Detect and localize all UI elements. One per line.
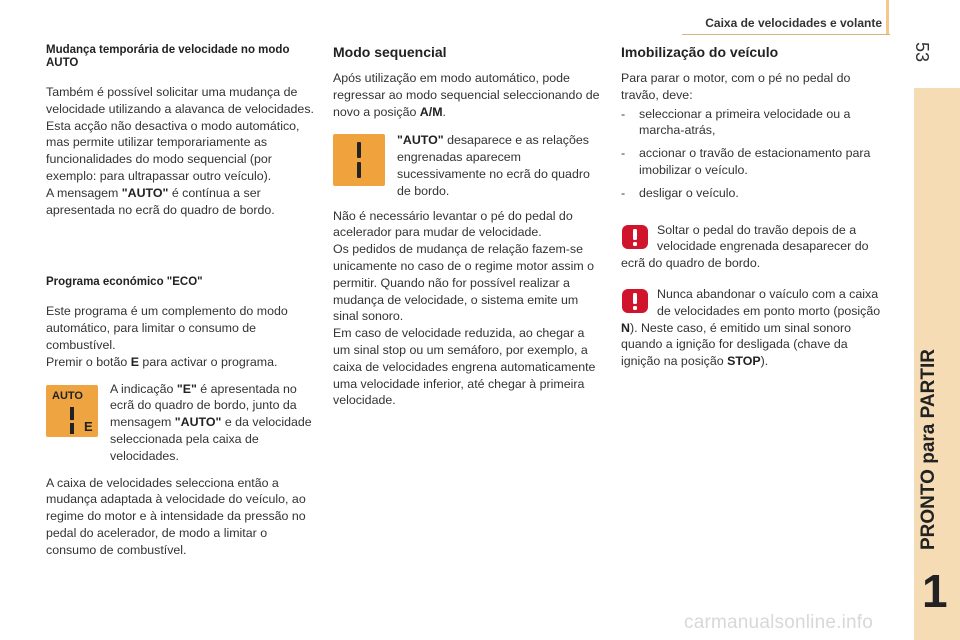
- paragraph: [110, 381, 314, 465]
- list-item-text: seleccionar a primeira velocidade ou a marcha-atrás,: [639, 106, 851, 138]
- paragraph: Também é possível solicitar uma mudança de velocidade utilizando a alavanca de velocidades.: [46, 85, 314, 116]
- auto-icon-text: AUTO: [52, 389, 83, 402]
- list-item-text: accionar o travão de estacionamento para imobilizar o veículo.: [639, 146, 871, 177]
- watermark: carmanualsonline.info: [684, 612, 874, 633]
- gear-bar-icon: [70, 423, 74, 434]
- paragraph: Em caso de velocidade reduzida, ao chegar a um sinal stop ou um semáforo, por exemplo, a caixa de velocidades engrena automaticamente uma velocidade inferior, até chegar à primeira velocidade.: [333, 326, 596, 408]
- page-number: 53: [912, 42, 932, 63]
- heading-eco-program: Programa económico "ECO": [46, 276, 203, 289]
- paragraph: Para parar o motor, com o pé no pedal do travão, deve:: [621, 71, 851, 102]
- text: e da velocidade seleccionada pela caixa de velocidades.: [110, 415, 312, 463]
- text: ). Neste caso, é emitido um sinal sonoro quando a ignição for desligada (chave da ignição na posição: [621, 320, 852, 369]
- paragraph: Soltar o pedal do travão depois de a velocidade engrenada desaparecer do ecrã do quadro de bordo.: [621, 222, 869, 271]
- warning-icon: [621, 224, 651, 250]
- auto-eco-display-icon: [46, 385, 98, 437]
- text: Premir o botão: [46, 354, 131, 369]
- sequential-display-icon: [333, 134, 385, 186]
- text: desaparece e as relações engrenadas aparecem sucessivamente no ecrã do quadro de bordo.: [397, 133, 590, 198]
- text: é apresentada no ecrã do quadro de bordo, junto da mensagem: [110, 381, 297, 430]
- eco-icon-text: E: [84, 418, 93, 434]
- paragraph: [333, 70, 601, 120]
- text: A mensagem: [46, 185, 122, 200]
- paragraph: Esta acção não desactiva o modo automático, mas permite utilizar temporariamente as funcionalidades do modo sequencial (por exemplo: para ultrapassar outro veículo).: [46, 118, 300, 183]
- paragraph: [621, 286, 889, 370]
- paragraph: [46, 185, 314, 219]
- warning-note: [621, 286, 889, 370]
- bullet-dash: -: [621, 146, 626, 161]
- list-item-text: desligar o veículo.: [639, 185, 739, 200]
- gear-bar-icon: [357, 142, 361, 158]
- bold-text: "E": [176, 381, 197, 396]
- section-title: Caixa de velocidades e volante: [705, 16, 882, 30]
- bold-text: N: [621, 320, 630, 335]
- bold-text: E: [130, 354, 139, 369]
- list-item: [621, 185, 889, 202]
- gear-bar-icon: [357, 162, 361, 178]
- heading-vehicle-immobilisation: Imobilização do veículo: [621, 44, 779, 60]
- paragraph: Não é necessário levantar o pé do pedal do acelerador para mudar de velocidade.: [333, 208, 573, 240]
- paragraph: A caixa de velocidades selecciona então a mudança adaptada à velocidade do veículo, ao regime do motor e à intensidade da pressão no pedal do acelerador, de modo a limitar o consumo de combustível.: [46, 475, 306, 557]
- column-2: [333, 44, 601, 409]
- warning-icon: [621, 288, 651, 314]
- paragraph: Os pedidos de mudança de relação fazem-se unicamente no caso de o regime motor assim o permitir. Quando não for possível realizar a mudança de velocidade, o sistema emite um sinal sonoro.: [333, 242, 595, 324]
- paragraph: [46, 354, 314, 371]
- gear-bar-icon: [70, 407, 74, 420]
- bold-text: "AUTO": [397, 133, 444, 148]
- text: para activar o programa.: [138, 354, 278, 369]
- bold-text: "AUTO": [121, 185, 169, 200]
- text: .: [442, 104, 446, 119]
- bold-text: A/M: [419, 104, 443, 119]
- bullet-dash: -: [621, 185, 626, 200]
- paragraph: Este programa é um complemento do modo automático, para limitar o consumo de combustível.: [46, 304, 288, 352]
- list-item: [621, 106, 889, 140]
- heading-sequential-mode: Modo sequencial: [333, 44, 447, 60]
- header-divider: [682, 34, 890, 35]
- list-item: [621, 145, 889, 179]
- header-accent-tick: [886, 0, 889, 34]
- column-1: [46, 44, 314, 559]
- text: é contínua a ser apresentada no ecrã do quadro de bordo.: [46, 185, 275, 217]
- paragraph: [397, 132, 601, 199]
- bold-text: "AUTO": [174, 415, 222, 430]
- column-3: [621, 44, 889, 370]
- text: Após utilização em modo automático, pode regressar ao modo sequencial seleccionando de novo a posição: [333, 71, 600, 119]
- bullet-dash: -: [621, 106, 626, 121]
- bold-text: STOP: [727, 354, 761, 369]
- chapter-number: 1: [922, 565, 948, 617]
- warning-note: [621, 222, 889, 272]
- text: A indicação: [110, 381, 177, 396]
- heading-temp-gear-change: Mudança temporária de velocidade no modo AUTO: [46, 44, 290, 69]
- text: ).: [760, 354, 769, 369]
- text: Nunca abandonar o vaículo com a caixa de velocidades em ponto morto (posição: [657, 286, 881, 318]
- chapter-label: PRONTO para PARTIR: [918, 349, 939, 550]
